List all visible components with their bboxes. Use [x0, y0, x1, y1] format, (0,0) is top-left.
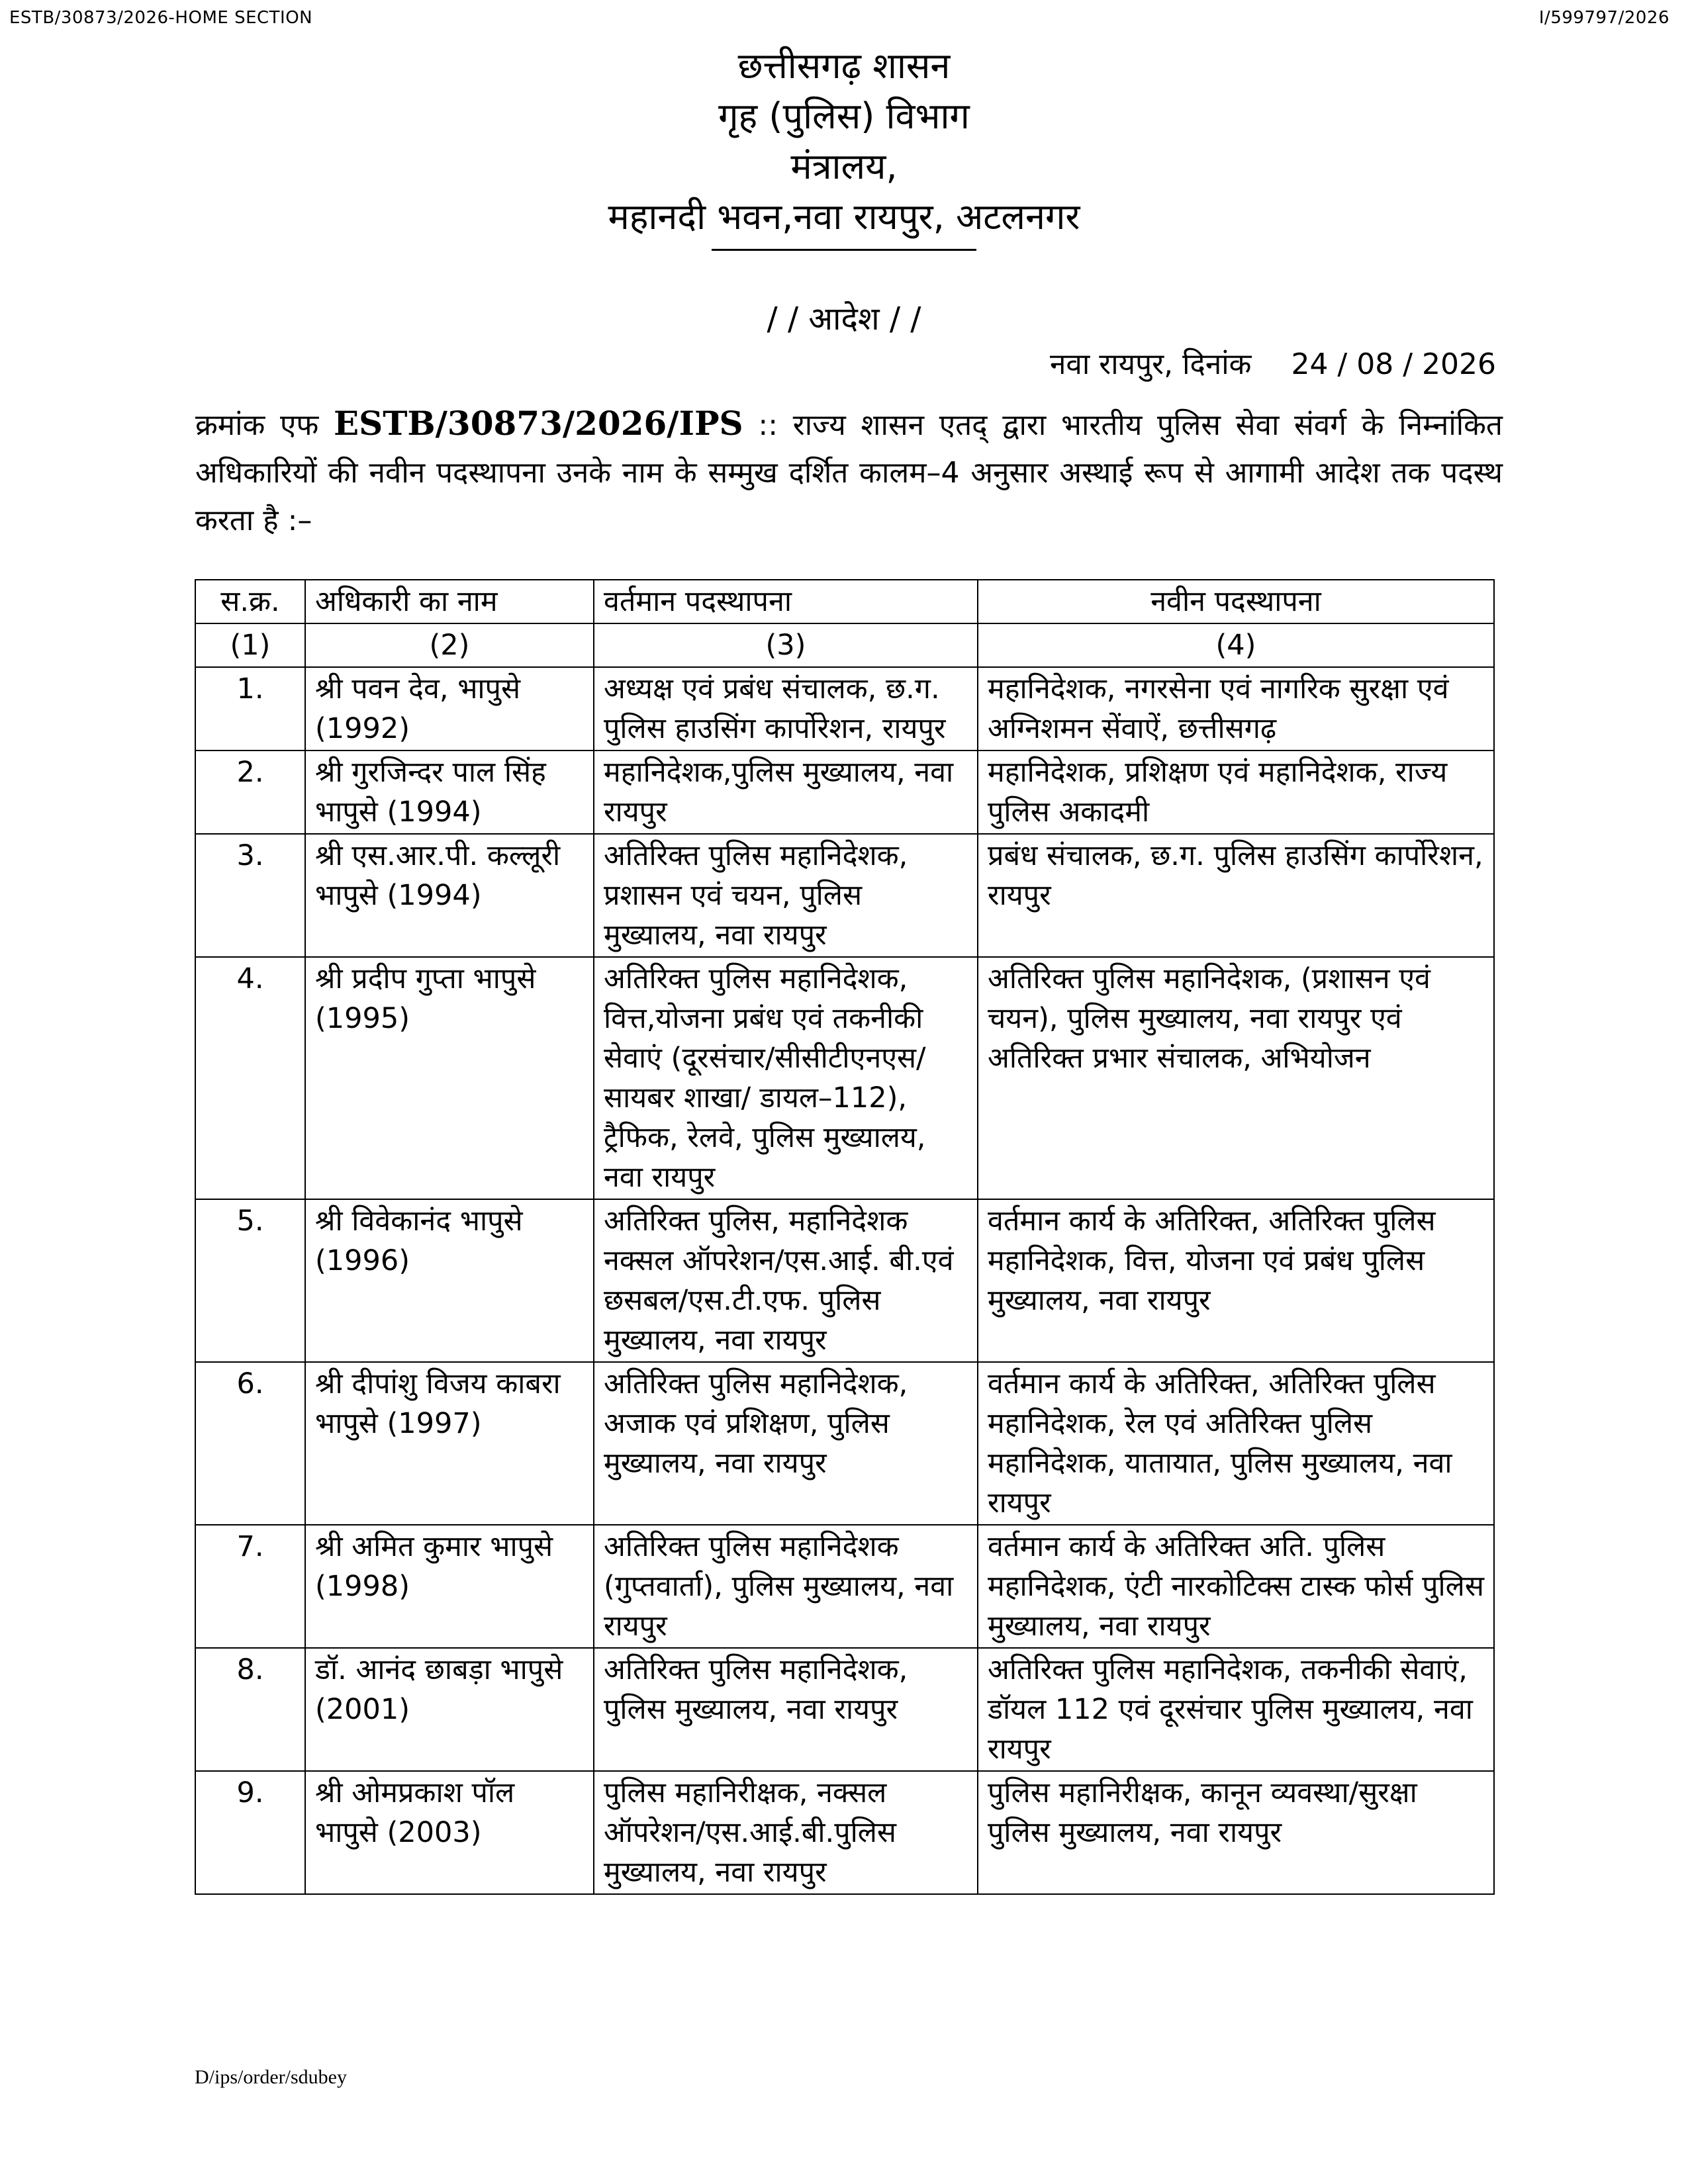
letterhead: [0, 41, 1688, 251]
current-posting: महानिदेशक,पुलिस मुख्यालय, नवा रायपुर: [594, 751, 978, 834]
column-number: (2): [305, 623, 594, 667]
serial-number: 1.: [195, 667, 305, 751]
serial-number: 4.: [195, 957, 305, 1199]
order-text: :: राज्य शासन एतद् द्वारा भारतीय पुलिस सेवा संवर्ग के निम्नांकित अधिकारियों की नवीन पदस्थापना उनके नाम के सम्मुख दर्शित कालम–4 अनुसार अस्थाई रूप से आगामी आदेश तक पदस्थ करता है :–: [195, 408, 1503, 537]
column-number: (3): [594, 623, 978, 667]
ministry-label: मंत्रालय,: [790, 146, 898, 187]
table-row: [195, 1362, 1494, 1525]
column-number-row: [195, 623, 1494, 667]
new-posting: महानिदेशक, प्रशिक्षण एवं महानिदेशक, राज्य पुलिस अकादमी: [978, 751, 1494, 834]
header-current-posting: वर्तमान पदस्थापना: [594, 580, 978, 623]
new-posting: पुलिस महानिरीक्षक, कानून व्यवस्था/सुरक्षा पुलिस मुख्यालय, नवा रायपुर: [978, 1771, 1494, 1894]
footer-path: D/ips/order/sdubey: [195, 2066, 347, 2088]
new-posting: अतिरिक्त पुलिस महानिदेशक, (प्रशासन एवं चयन), पुलिस मुख्यालय, नवा रायपुर एवं अतिरिक्त प्रभार संचालक, अभियोजन: [978, 957, 1494, 1199]
date-line: [1050, 343, 1496, 383]
table-row: [195, 667, 1494, 751]
order-prefix: क्रमांक एफ: [195, 408, 319, 442]
officer-name: श्री अमित कुमार भापुसे (1998): [305, 1525, 594, 1648]
serial-number: 7.: [195, 1525, 305, 1648]
table-row: [195, 1771, 1494, 1894]
postings-table: [195, 579, 1495, 1895]
serial-number: 8.: [195, 1648, 305, 1771]
current-posting: अतिरिक्त पुलिस महानिदेशक (गुप्तवार्ता), पुलिस मुख्यालय, नवा रायपुर: [594, 1525, 978, 1648]
new-posting: प्रबंध संचालक, छ.ग. पुलिस हाउसिंग कार्पोरेशन, रायपुर: [978, 834, 1494, 957]
date-value: 24 / 08 / 2026: [1291, 347, 1496, 381]
order-reference: ESTB/30873/2026/IPS: [333, 404, 743, 443]
header-serial: स.क्र.: [195, 580, 305, 623]
new-posting: वर्तमान कार्य के अतिरिक्त, अतिरिक्त पुलिस महानिदेशक, रेल एवं अतिरिक्त पुलिस महानिदेशक, यातायात, पुलिस मुख्यालय, नवा रायपुर: [978, 1362, 1494, 1525]
department-name: गृह (पुलिस) विभाग: [718, 95, 970, 137]
current-posting: अतिरिक्त पुलिस महानिदेशक, अजाक एवं प्रशिक्षण, पुलिस मुख्यालय, नवा रायपुर: [594, 1362, 978, 1525]
officer-name: श्री ओमप्रकाश पॉल भापुसे (2003): [305, 1771, 594, 1894]
table-row: [195, 834, 1494, 957]
file-reference: ESTB/30873/2026-HOME SECTION: [9, 8, 313, 28]
new-posting: वर्तमान कार्य के अतिरिक्त, अतिरिक्त पुलिस महानिदेशक, वित्त, योजना एवं प्रबंध पुलिस मुख्यालय, नवा रायपुर: [978, 1199, 1494, 1362]
officer-name: श्री गुरजिन्दर पाल सिंह भापुसे (1994): [305, 751, 594, 834]
officer-name: श्री एस.आर.पी. कल्लूरी भापुसे (1994): [305, 834, 594, 957]
table-row: [195, 751, 1494, 834]
serial-number: 6.: [195, 1362, 305, 1525]
current-posting: अध्यक्ष एवं प्रबंध संचालक, छ.ग. पुलिस हाउसिंग कार्पोरेशन, रायपुर: [594, 667, 978, 751]
order-paragraph: [195, 400, 1503, 545]
officer-name: डॉ. आनंद छाबड़ा भापुसे (2001): [305, 1648, 594, 1771]
current-posting: अतिरिक्त पुलिस महानिदेशक, प्रशासन एवं चयन, पुलिस मुख्यालय, नवा रायपुर: [594, 834, 978, 957]
current-posting: पुलिस महानिरीक्षक, नक्सल ऑपरेशन/एस.आई.बी.पुलिस मुख्यालय, नवा रायपुर: [594, 1771, 978, 1894]
officer-name: श्री प्रदीप गुप्ता भापुसे (1995): [305, 957, 594, 1199]
header-divider: [712, 249, 976, 251]
officer-name: श्री दीपांशु विजय काबरा भापुसे (1997): [305, 1362, 594, 1525]
serial-number: 2.: [195, 751, 305, 834]
new-posting: अतिरिक्त पुलिस महानिदेशक, तकनीकी सेवाएं, डॉयल 112 एवं दूरसंचार पुलिस मुख्यालय, नवा रायपुर: [978, 1648, 1494, 1771]
table-row: [195, 1525, 1494, 1648]
serial-number: 9.: [195, 1771, 305, 1894]
serial-number: 5.: [195, 1199, 305, 1362]
office-address: महानदी भवन,नवा रायपुर, अटलनगर: [608, 196, 1080, 238]
table-row: [195, 1648, 1494, 1771]
officer-name: श्री विवेकानंद भापुसे (1996): [305, 1199, 594, 1362]
current-posting: अतिरिक्त पुलिस महानिदेशक, वित्त,योजना प्रबंध एवं तकनीकी सेवाएं (दूरसंचार/सीसीटीएनएस/ सायबर शाखा/ डायल–112), ट्रैफिक, रेलवे, पुलिस मुख्यालय, नवा रायपुर: [594, 957, 978, 1199]
table-header-row: [195, 580, 1494, 623]
header-officer-name: अधिकारी का नाम: [305, 580, 594, 623]
officer-name: श्री पवन देव, भापुसे (1992): [305, 667, 594, 751]
new-posting: महानिदेशक, नगरसेना एवं नागरिक सुरक्षा एवं अग्निशमन सेंवाऐं, छत्तीसगढ़: [978, 667, 1494, 751]
column-number: (4): [978, 623, 1494, 667]
current-posting: अतिरिक्त पुलिस, महानिदेशक नक्सल ऑपरेशन/एस.आई. बी.एवं छसबल/एस.टी.एफ. पुलिस मुख्यालय, नवा रायपुर: [594, 1199, 978, 1362]
current-posting: अतिरिक्त पुलिस महानिदेशक, पुलिस मुख्यालय, नवा रायपुर: [594, 1648, 978, 1771]
document-number: I/599797/2026: [1538, 8, 1669, 28]
order-title: / / आदेश / /: [767, 300, 921, 338]
serial-number: 3.: [195, 834, 305, 957]
table-row: [195, 957, 1494, 1199]
date-label: नवा रायपुर, दिनांक: [1049, 347, 1252, 381]
table-row: [195, 1199, 1494, 1362]
new-posting: वर्तमान कार्य के अतिरिक्त अति. पुलिस महानिदेशक, एंटी नारकोटिक्स टास्क फोर्स पुलिस मुख्यालय, नवा रायपुर: [978, 1525, 1494, 1648]
government-name: छत्तीसगढ़ शासन: [737, 45, 951, 87]
column-number: (1): [195, 623, 305, 667]
header-new-posting: नवीन पदस्थापना: [978, 580, 1494, 623]
